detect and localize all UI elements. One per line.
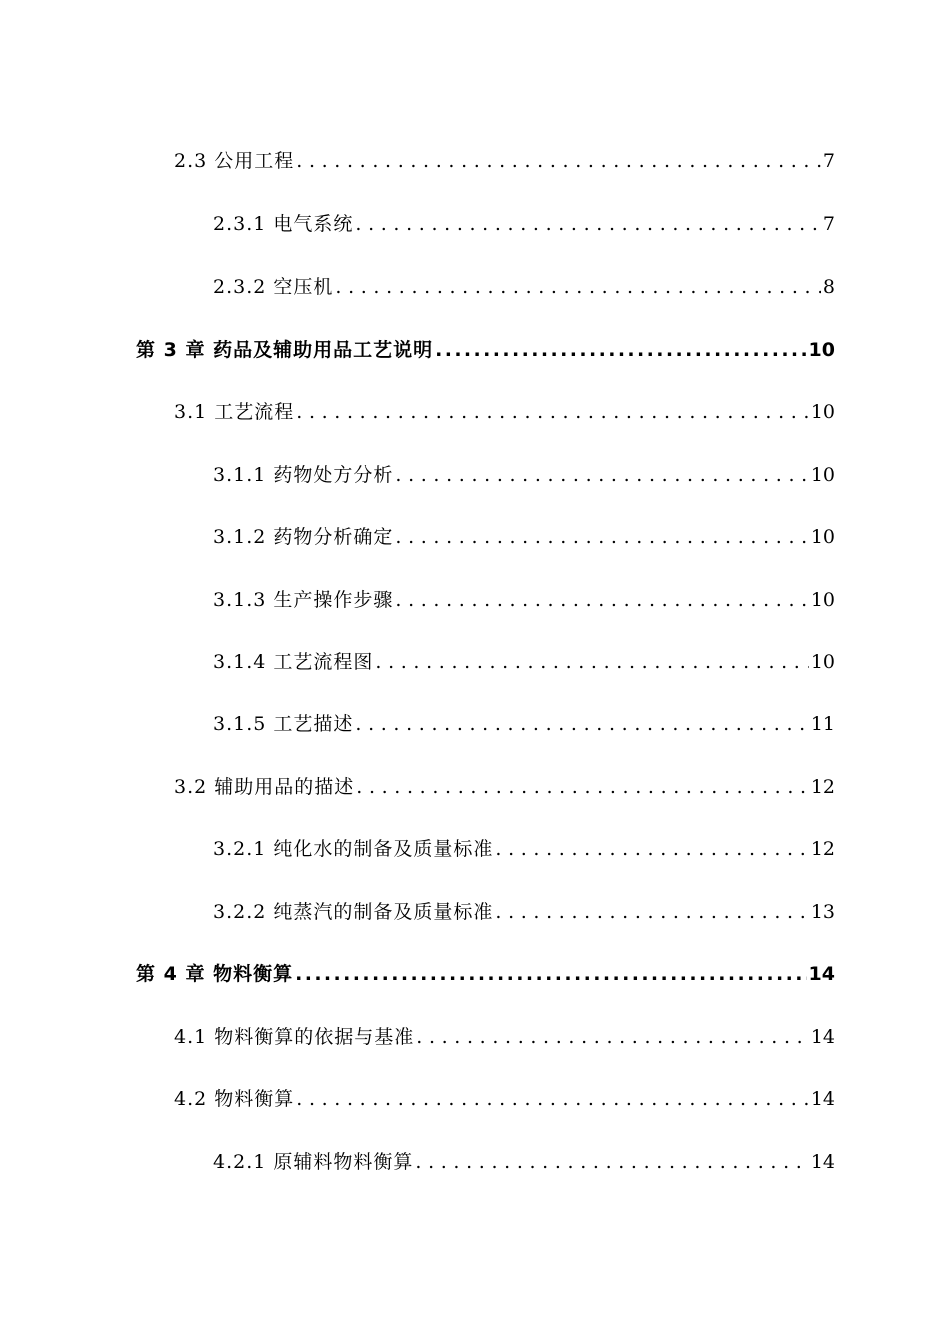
toc-entry-page: 12 [810,838,835,860]
dot-leader [296,146,821,176]
toc-entry[interactable] [213,1147,835,1177]
dot-leader [395,460,808,490]
toc-entry-chapter[interactable] [136,959,835,989]
toc-entry-page: 14 [810,1151,835,1173]
toc-entry[interactable] [213,585,835,615]
dot-leader [495,897,808,927]
toc-entry-title: 3.1 工艺流程 [174,401,295,423]
toc-entry[interactable] [174,146,835,176]
toc-entry-title: 2.3 公用工程 [174,150,295,172]
toc-entry[interactable] [213,209,835,239]
toc-entry-title: 2.3.2 空压机 [213,276,334,298]
dot-leader [296,1084,809,1114]
toc-entry-title: 3.2.1 纯化水的制备及质量标准 [213,838,494,860]
toc-entry[interactable] [174,1084,835,1114]
toc-entry[interactable] [213,897,835,927]
toc-entry[interactable] [213,460,835,490]
toc-entry[interactable] [213,647,835,677]
dot-leader [356,772,809,802]
dot-leader [335,272,821,302]
toc-entry-title: 4.1 物料衡算的依据与基准 [174,1026,415,1048]
dot-leader [395,585,808,615]
toc-entry-page: 7 [822,213,835,235]
dot-leader [416,1022,809,1052]
toc-entry-page: 14 [810,1088,835,1110]
toc-entry-title: 第 3 章 药品及辅助用品工艺说明 [136,339,434,361]
dot-leader [495,834,808,864]
toc-entry-title: 4.2 物料衡算 [174,1088,295,1110]
toc-entry-title: 3.2.2 纯蒸汽的制备及质量标准 [213,901,494,923]
toc-entry[interactable] [174,397,835,427]
toc-entry[interactable] [213,834,835,864]
toc-entry-title: 3.1.4 工艺流程图 [213,651,374,673]
dot-leader [375,647,808,677]
toc-entry-page: 12 [810,776,835,798]
toc-entry-page: 10 [810,464,835,486]
toc-entry-page: 10 [810,651,835,673]
toc-entry[interactable] [213,272,835,302]
toc-entry[interactable] [213,522,835,552]
toc-entry-page: 10 [810,589,835,611]
toc-entry[interactable] [174,1022,835,1052]
dot-leader [395,522,808,552]
toc-entry-page: 11 [810,713,835,735]
toc-entry-title: 2.3.1 电气系统 [213,213,354,235]
toc-entry-chapter[interactable] [136,335,835,365]
dot-leader [355,209,821,239]
toc-entry-title: 3.1.1 药物处方分析 [213,464,394,486]
toc-entry[interactable] [213,709,835,739]
toc-entry-title: 3.2 辅助用品的描述 [174,776,355,798]
toc-entry-title: 3.1.5 工艺描述 [213,713,354,735]
toc-entry-page: 14 [810,1026,835,1048]
toc-entry[interactable] [174,772,835,802]
dot-leader [355,709,808,739]
toc-entry-page: 7 [822,150,835,172]
dot-leader [415,1147,808,1177]
toc-entry-page: 14 [808,963,835,985]
toc-entry-page: 13 [810,901,835,923]
toc-entry-title: 3.1.2 药物分析确定 [213,526,394,548]
dot-leader [296,397,809,427]
dot-leader [295,959,806,989]
toc-entry-page: 10 [810,401,835,423]
toc-entry-title: 3.1.3 生产操作步骤 [213,589,394,611]
toc-entry-page: 10 [810,526,835,548]
toc-entry-page: 8 [822,276,835,298]
toc-entry-title: 4.2.1 原辅料物料衡算 [213,1151,414,1173]
toc-entry-page: 10 [808,339,835,361]
toc-entry-title: 第 4 章 物料衡算 [136,963,294,985]
dot-leader [435,335,806,365]
